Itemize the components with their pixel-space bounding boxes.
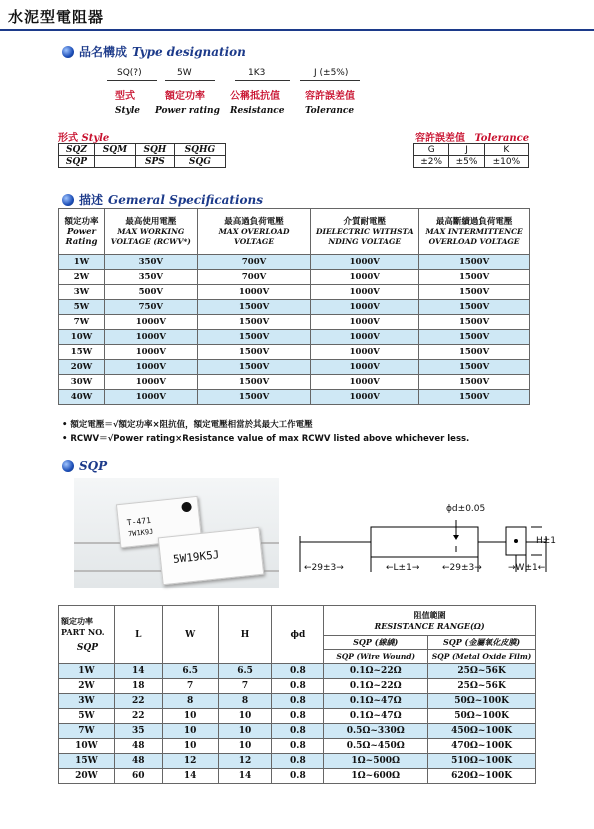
- dim-cell: 0.1Ω~22Ω: [324, 679, 428, 694]
- dim-header-part-en: PART NO.: [61, 627, 105, 637]
- dim-cell: 10: [218, 739, 272, 754]
- dim-cell: 0.1Ω~22Ω: [324, 664, 428, 679]
- diagram-label-w: →W±1←: [508, 563, 546, 573]
- spec-cell: 1500V: [419, 255, 530, 270]
- dim-cell: 1Ω~500Ω: [324, 754, 428, 769]
- table-row: [59, 375, 530, 390]
- spec-cell: 1500V: [419, 270, 530, 285]
- spec-body: [59, 255, 530, 405]
- table-row: [59, 315, 530, 330]
- type-zh: 品名構成: [79, 45, 128, 59]
- diagram-label-d: ϕd±0.05: [446, 504, 486, 514]
- style-cell: [94, 156, 135, 168]
- dim-cell: 0.1Ω~47Ω: [324, 694, 428, 709]
- table-row: [59, 664, 536, 679]
- table-row: [59, 769, 536, 784]
- style-en: Style: [81, 133, 110, 144]
- dim-header-w: W: [162, 606, 218, 664]
- dim-cell: 450Ω~100K: [428, 724, 536, 739]
- style-cell: SQZ: [59, 144, 95, 156]
- dimension-table: [58, 605, 536, 784]
- diagram-label-h: H±1: [536, 536, 557, 546]
- table-row: [59, 360, 530, 375]
- dim-cell: 50Ω~100K: [428, 694, 536, 709]
- spec-header: [419, 209, 530, 255]
- spec-header-zh: 最高過負荷電壓: [224, 216, 284, 227]
- spec-header-en: MAX INTERMITTENCE OVERLOAD VOLTAGE: [425, 226, 523, 246]
- table-row: [59, 709, 536, 724]
- spec-cell: 1500V: [419, 390, 530, 405]
- photo-label: T-471: [126, 515, 152, 528]
- dim-range-zh: 阻值範圍: [413, 610, 446, 620]
- spec-cell: 1000V: [311, 315, 419, 330]
- code-power: 5W: [177, 68, 192, 78]
- zh-label-style: 型式: [115, 91, 135, 102]
- en-label-tolerance: Tolerance: [305, 106, 355, 116]
- tolerance-en: Tolerance: [474, 133, 530, 144]
- dimension-drawing: [296, 500, 576, 590]
- spec-cell: 1500V: [419, 285, 530, 300]
- dim-cell: 0.5Ω~450Ω: [324, 739, 428, 754]
- spec-cell: 1000V: [311, 300, 419, 315]
- resistor-body-2: [158, 527, 264, 585]
- spec-header: [311, 209, 419, 255]
- dim-cell: 8: [218, 694, 272, 709]
- dim-cell: 14: [162, 769, 218, 784]
- dim-cell: 0.8: [272, 664, 324, 679]
- photo-label: 5W19K5J: [172, 548, 220, 566]
- dim-cell: 1W: [59, 664, 115, 679]
- table-row: [59, 724, 536, 739]
- spec-cell: 10W: [59, 330, 105, 345]
- spec-note-1: • 額定電壓＝√額定功率×阻抗值，額定電壓相當於其最大工作電壓: [62, 420, 313, 430]
- spec-header-en: MAX OVERLOAD VOLTAGE: [218, 226, 290, 246]
- dim-cell: 6.5: [218, 664, 272, 679]
- tolerance-zh: 容許誤差值: [415, 133, 465, 144]
- zh-label-resistance: 公稱抵抗值: [230, 91, 280, 102]
- spec-header-zh: 最高使用電壓: [125, 216, 177, 227]
- diagram-label-right-text: 29±3: [449, 563, 475, 573]
- tolerance-row: [414, 156, 529, 168]
- table-row: [59, 679, 536, 694]
- spec-cell: 1500V: [419, 315, 530, 330]
- spec-cell: 1000V: [311, 360, 419, 375]
- style-table: [58, 143, 226, 168]
- spec-cell: 1000V: [104, 360, 197, 375]
- spec-cell: 1500V: [197, 315, 311, 330]
- spec-cell: 700V: [197, 255, 311, 270]
- tolerance-box-heading: [415, 129, 529, 144]
- spec-header-en: MAX WORKING VOLTAGE (RCWV*): [110, 226, 191, 246]
- spec-cell: 1000V: [104, 345, 197, 360]
- diagram-label-left: ←29±3→: [304, 563, 344, 573]
- spec-cell: 1500V: [197, 390, 311, 405]
- dim-cell: 25Ω~56K: [428, 679, 536, 694]
- table-row: [59, 300, 530, 315]
- dim-cell: 10: [162, 739, 218, 754]
- dim-cell: 0.8: [272, 709, 324, 724]
- tolerance-cell: J: [449, 144, 484, 156]
- resistor-photo: [74, 478, 279, 588]
- spec-cell: 700V: [197, 270, 311, 285]
- spec-cell: 3W: [59, 285, 105, 300]
- zh-label-tolerance: 容許誤差值: [305, 91, 355, 102]
- table-row: [59, 754, 536, 769]
- dim-cell: 10W: [59, 739, 115, 754]
- tolerance-cell: ±2%: [414, 156, 449, 168]
- table-row: [59, 270, 530, 285]
- dim-cell: 0.8: [272, 679, 324, 694]
- spec-header-zh: 最高斷續過負荷電壓: [435, 216, 513, 227]
- dim-cell: 2W: [59, 679, 115, 694]
- dim-cell: 1Ω~600Ω: [324, 769, 428, 784]
- dim-cell: 470Ω~100K: [428, 739, 536, 754]
- dim-cell: 10: [162, 709, 218, 724]
- spec-cell: 1000V: [311, 270, 419, 285]
- spec-cell: 15W: [59, 345, 105, 360]
- dim-cell: 48: [114, 739, 162, 754]
- dim-cell: 14: [114, 664, 162, 679]
- spec-header-en: DIELECTRIC WITHSTA NDING VOLTAGE: [315, 226, 414, 246]
- photo-label: 7W1K9J: [127, 527, 154, 539]
- spec-header: [59, 209, 105, 255]
- dim-cell: 620Ω~100K: [428, 769, 536, 784]
- table-row: [59, 694, 536, 709]
- dim-sub-mof-zh: SQP (金屬氧化皮膜): [428, 636, 536, 650]
- dim-cell: 48: [114, 754, 162, 769]
- spec-cell: 40W: [59, 390, 105, 405]
- dim-cell: 10: [162, 724, 218, 739]
- dim-cell: 25Ω~56K: [428, 664, 536, 679]
- dim-cell: 14: [218, 769, 272, 784]
- diagram-label-l-text: L±1: [393, 563, 412, 573]
- dim-header-l: L: [114, 606, 162, 664]
- dim-cell: 0.8: [272, 754, 324, 769]
- dim-cell: 12: [162, 754, 218, 769]
- spec-cell: 5W: [59, 300, 105, 315]
- diagram-label-right: ←29±3→: [442, 563, 482, 573]
- diagram-label-w-text: W±1: [515, 563, 538, 573]
- tolerance-table: [413, 143, 529, 168]
- en-label-power: Power rating: [155, 106, 220, 116]
- spec-cell: 7W: [59, 315, 105, 330]
- dim-cell: 15W: [59, 754, 115, 769]
- table-row: [59, 255, 530, 270]
- spec-cell: 1500V: [197, 360, 311, 375]
- spec-header-zh: 介質耐電壓: [343, 216, 387, 227]
- resistor-dot: [181, 502, 192, 513]
- dim-cell: 8: [162, 694, 218, 709]
- table-row: [59, 739, 536, 754]
- spec-cell: 1500V: [419, 330, 530, 345]
- dim-cell: 22: [114, 709, 162, 724]
- dim-cell: 10: [218, 724, 272, 739]
- code-style: SQ(?): [117, 68, 142, 78]
- dim-cell: 0.8: [272, 769, 324, 784]
- spec-note-2: • RCWV＝√Power rating×Resistance value of max RCWV listed above whichever less.: [62, 434, 470, 444]
- dim-cell: 3W: [59, 694, 115, 709]
- sqp-heading: [62, 459, 107, 473]
- en-label-resistance: Resistance: [230, 106, 285, 116]
- spec-header-zh: 額定功率: [64, 216, 99, 227]
- dim-cell: 0.5Ω~330Ω: [324, 724, 428, 739]
- spec-cell: 350V: [104, 255, 197, 270]
- spec-header: [197, 209, 311, 255]
- dim-sub-ww-en: SQP (Wire Wound): [324, 650, 428, 664]
- table-row: [59, 285, 530, 300]
- spec-header-row: [59, 209, 530, 255]
- table-row: [59, 330, 530, 345]
- dim-sub-mof-en: SQP (Metal Oxide Film): [428, 650, 536, 664]
- dim-header-d: ϕd: [272, 606, 324, 664]
- diagram-label-l: ←L±1→: [386, 563, 420, 573]
- style-cell: SPS: [136, 156, 175, 168]
- title-divider: [0, 29, 594, 31]
- table-row: [59, 345, 530, 360]
- spec-cell: 1500V: [419, 375, 530, 390]
- style-cell: SQP: [59, 156, 95, 168]
- tolerance-cell: ±10%: [484, 156, 528, 168]
- spec-cell: 500V: [104, 285, 197, 300]
- spec-cell: 1500V: [197, 330, 311, 345]
- dim-cell: 35: [114, 724, 162, 739]
- dim-cell: 7: [162, 679, 218, 694]
- spec-header-en: Power Rating: [65, 226, 98, 247]
- bullet-icon: [62, 460, 74, 472]
- zh-label-power: 額定功率: [165, 91, 205, 102]
- style-row: [59, 156, 226, 168]
- style-zh: 形式: [58, 133, 78, 144]
- type-designation-heading: [62, 43, 246, 60]
- style-cell: SQG: [174, 156, 225, 168]
- bullet-icon: [62, 194, 74, 206]
- drawing-svg: [296, 500, 576, 590]
- tolerance-row: [414, 144, 529, 156]
- spec-cell: 1500V: [419, 300, 530, 315]
- style-cell: SQHG: [174, 144, 225, 156]
- style-cell: SQH: [136, 144, 175, 156]
- spec-cell: 1000V: [104, 390, 197, 405]
- bullet-icon: [62, 46, 74, 58]
- spec-cell: 1000V: [197, 285, 311, 300]
- dim-header-part-zh: 額定功率: [61, 616, 93, 626]
- dim-header-h: H: [218, 606, 272, 664]
- spec-cell: 1000V: [311, 375, 419, 390]
- style-cell: SQM: [94, 144, 135, 156]
- spec-cell: 1W: [59, 255, 105, 270]
- dim-cell: 0.1Ω~47Ω: [324, 709, 428, 724]
- spec-cell: 1500V: [419, 360, 530, 375]
- code-underlines: [95, 80, 385, 82]
- spec-cell: 1000V: [104, 315, 197, 330]
- spec-cell: 1000V: [311, 330, 419, 345]
- spec-heading: [62, 191, 263, 208]
- dim-body: [59, 664, 536, 784]
- spec-en: Gemeral Specifications: [108, 192, 264, 207]
- tolerance-cell: G: [414, 144, 449, 156]
- dim-header-range: [324, 606, 536, 636]
- spec-cell: 20W: [59, 360, 105, 375]
- dim-cell: 22: [114, 694, 162, 709]
- sqp-title: SQP: [79, 459, 108, 473]
- spec-cell: 1500V: [197, 300, 311, 315]
- spec-cell: 1000V: [311, 390, 419, 405]
- dim-cell: 7: [218, 679, 272, 694]
- spec-cell: 1000V: [311, 345, 419, 360]
- type-en: Type designation: [132, 44, 246, 59]
- dim-cell: 6.5: [162, 664, 218, 679]
- spec-cell: 1500V: [197, 345, 311, 360]
- spec-cell: 1000V: [311, 285, 419, 300]
- spec-header: [104, 209, 197, 255]
- dim-cell: 510Ω~100K: [428, 754, 536, 769]
- dim-cell: 10: [218, 709, 272, 724]
- diagram-label-left-text: 29±3: [311, 563, 337, 573]
- page-title: 水泥型電阻器: [8, 8, 105, 26]
- spec-cell: 1000V: [311, 255, 419, 270]
- spec-cell: 2W: [59, 270, 105, 285]
- tolerance-cell: ±5%: [449, 156, 484, 168]
- spec-cell: 1500V: [419, 345, 530, 360]
- dim-cell: 12: [218, 754, 272, 769]
- style-box-heading: [58, 129, 109, 144]
- spec-cell: 350V: [104, 270, 197, 285]
- dim-cell: 20W: [59, 769, 115, 784]
- dim-cell: 7W: [59, 724, 115, 739]
- spec-cell: 750V: [104, 300, 197, 315]
- spec-cell: 1000V: [104, 330, 197, 345]
- dim-sub-ww-zh: SQP (線繞): [324, 636, 428, 650]
- dim-header-part-sqp: SQP: [76, 643, 98, 653]
- dim-cell: 60: [114, 769, 162, 784]
- table-row: [59, 390, 530, 405]
- spec-cell: 1000V: [104, 375, 197, 390]
- dim-cell: 0.8: [272, 724, 324, 739]
- en-label-style: Style: [115, 106, 141, 116]
- dim-cell: 5W: [59, 709, 115, 724]
- spec-zh: 描述: [79, 193, 104, 207]
- dim-cell: 50Ω~100K: [428, 709, 536, 724]
- dim-header-row: [59, 606, 536, 636]
- dim-range-en: RESISTANCE RANGE(Ω): [374, 621, 485, 631]
- spec-table: [58, 208, 530, 405]
- code-resistance: 1K3: [248, 68, 266, 78]
- dim-cell: 0.8: [272, 739, 324, 754]
- spec-cell: 1500V: [197, 375, 311, 390]
- tolerance-cell: K: [484, 144, 528, 156]
- style-row: [59, 144, 226, 156]
- spec-cell: 30W: [59, 375, 105, 390]
- dim-header-part: [59, 606, 115, 664]
- dim-cell: 0.8: [272, 694, 324, 709]
- code-tolerance: J (±5%): [314, 68, 349, 78]
- dim-cell: 18: [114, 679, 162, 694]
